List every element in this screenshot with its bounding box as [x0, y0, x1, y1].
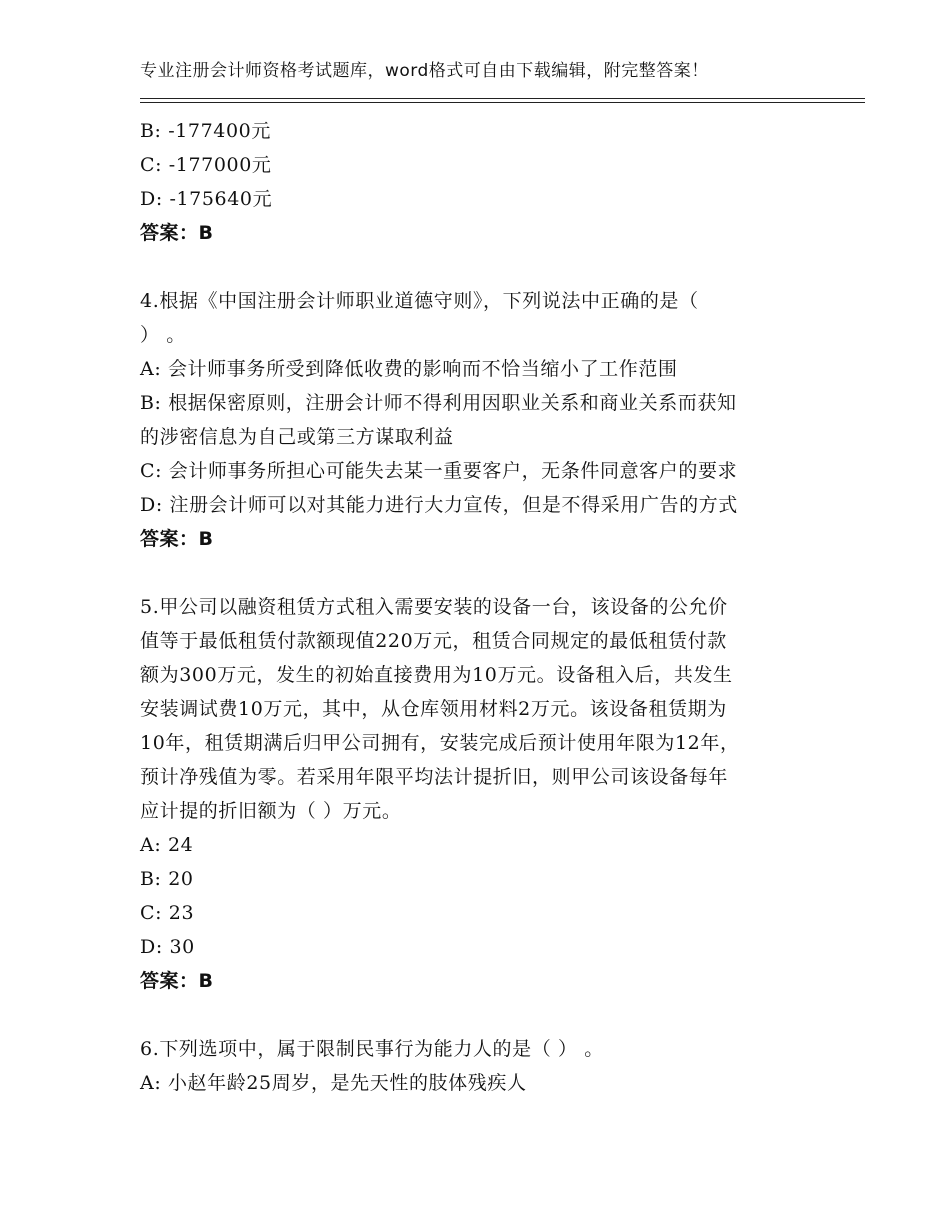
q6-stem-line-1: 6.下列选项中，属于限制民事行为能力人的是（ ） 。: [140, 1038, 604, 1060]
q4-option-c: C: 会计师事务所担心可能失去某一重要客户，无条件同意客户的要求: [140, 460, 738, 482]
q3-answer: 答案：B: [140, 222, 214, 244]
q3-option-b: B: -177400元: [140, 120, 271, 142]
q4-option-b-line-2: 的涉密信息为自己或第三方谋取利益: [140, 426, 454, 448]
q5-stem-line-6: 预计净残值为零。若采用年限平均法计提折旧，则甲公司该设备每年: [140, 766, 729, 788]
q5-option-c: C: 23: [140, 902, 195, 924]
q4-stem-line-2: ） 。: [140, 324, 186, 346]
q5-stem-line-3: 额为300万元，发生的初始直接费用为10万元。设备租入后，共发生: [140, 664, 733, 686]
q5-option-a: A: 24: [140, 834, 194, 856]
q5-stem-line-4: 安装调试费10万元，其中，从仓库领用材料2万元。该设备租赁期为: [140, 698, 727, 720]
q5-option-b: B: 20: [140, 868, 194, 890]
q4-option-a: A: 会计师事务所受到降低收费的影响而不恰当缩小了工作范围: [140, 358, 678, 380]
q5-stem-line-2: 值等于最低租赁付款额现值220万元，租赁合同规定的最低租赁付款: [140, 630, 727, 652]
q5-option-d: D: 30: [140, 936, 195, 958]
page-header: 专业注册会计师资格考试题库，word格式可自由下载编辑，附完整答案！: [140, 61, 709, 81]
q4-answer: 答案：B: [140, 528, 214, 550]
header-divider-top: [140, 98, 865, 99]
q4-option-b-line-1: B: 根据保密原则，注册会计师不得利用因职业关系和商业关系而获知: [140, 392, 737, 414]
q4-stem-line-1: 4.根据《中国注册会计师职业道德守则》，下列说法中正确的是（: [140, 290, 699, 312]
spacer: [140, 250, 810, 284]
q5-stem-line-5: 10年，租赁期满后归甲公司拥有，安装完成后预计使用年限为12年，: [140, 732, 740, 754]
q4-option-d: D: 注册会计师可以对其能力进行大力宣传，但是不得采用广告的方式: [140, 494, 738, 516]
q3-option-d: D: -175640元: [140, 188, 273, 210]
question-content: [140, 114, 810, 1100]
spacer: [140, 556, 810, 590]
q5-stem-line-1: 5.甲公司以融资租赁方式租入需要安装的设备一台，该设备的公允价: [140, 596, 728, 618]
q5-stem-line-7: 应计提的折旧额为（ ）万元。: [140, 800, 402, 822]
q6-option-a: A: 小赵年龄25周岁，是先天性的肢体残疾人: [140, 1072, 527, 1094]
header-divider-bottom: [140, 102, 865, 103]
q3-option-c: C: -177000元: [140, 154, 272, 176]
q5-answer: 答案：B: [140, 970, 214, 992]
spacer: [140, 998, 810, 1032]
